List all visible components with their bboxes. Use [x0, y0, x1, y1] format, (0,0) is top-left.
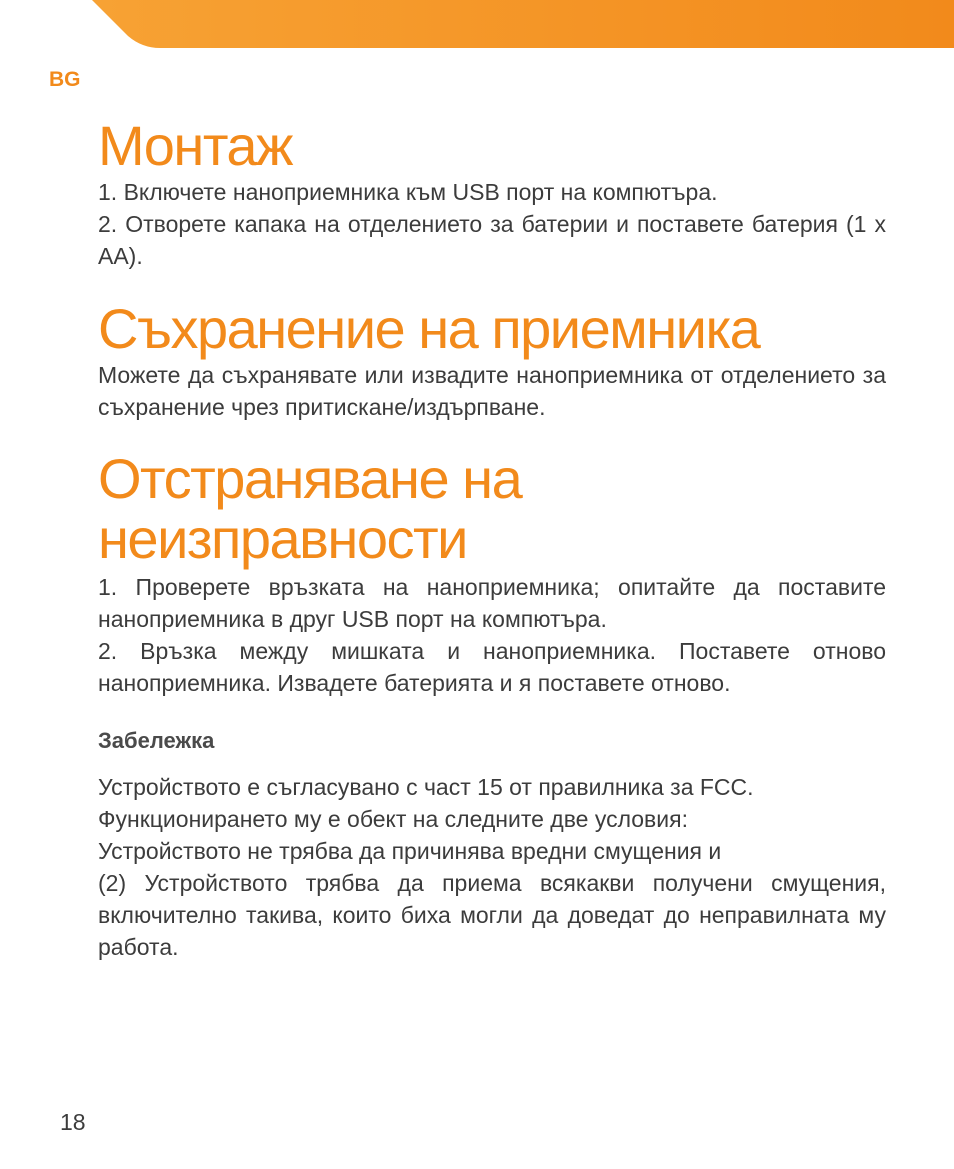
section-body-troubleshooting: [98, 571, 886, 699]
section-body-storage: [98, 359, 886, 423]
note-line-2: Функционирането му е обект на следните две условия:: [98, 806, 688, 832]
section-title-troubleshooting: [98, 449, 886, 569]
section-title-mount: Монтаж: [98, 114, 292, 177]
page-content: [98, 104, 886, 963]
note-heading: Забележка: [98, 728, 215, 753]
note-line-4: (2) Устройството трябва да приема всякакви получени смущения, включително такива, които биха могли да доведат до неправилната му работа.: [98, 870, 886, 960]
accent-band-shape: [0, 0, 954, 48]
mount-step-1: 1. Включете наноприемника към USB порт на компютъра.: [98, 179, 718, 205]
page-number: 18: [60, 1109, 86, 1135]
storage-text: Можете да съхранявате или извадите наноприемника от отделението за съхранение чрез притискане/издърпване.: [98, 362, 886, 420]
language-code: BG: [49, 68, 81, 91]
note-body: [98, 771, 886, 963]
troubleshooting-title-line-2: неизправности: [98, 507, 467, 570]
troubleshooting-title-line-1: Отстраняване на: [98, 447, 522, 510]
header-accent-band: [0, 0, 954, 48]
note-line-3: Устройството не трябва да причинява вредни смущения и: [98, 838, 722, 864]
note-line-1: Устройството е съгласувано с част 15 от правилника за FCC.: [98, 774, 754, 800]
troubleshooting-step-2: 2. Връзка между мишката и наноприемника. Поставете отново наноприемника. Извадете батерията и я поставете отново.: [98, 638, 886, 696]
troubleshooting-step-1: 1. Проверете връзката на наноприемника; опитайте да поставите наноприемника в друг USB порт на компютъра.: [98, 574, 886, 632]
section-title-storage: Съхранение на приемника: [98, 297, 760, 360]
mount-step-2: 2. Отворете капака на отделението за батерии и поставете батерия (1 x AA).: [98, 211, 886, 269]
section-body-mount: [98, 176, 886, 272]
